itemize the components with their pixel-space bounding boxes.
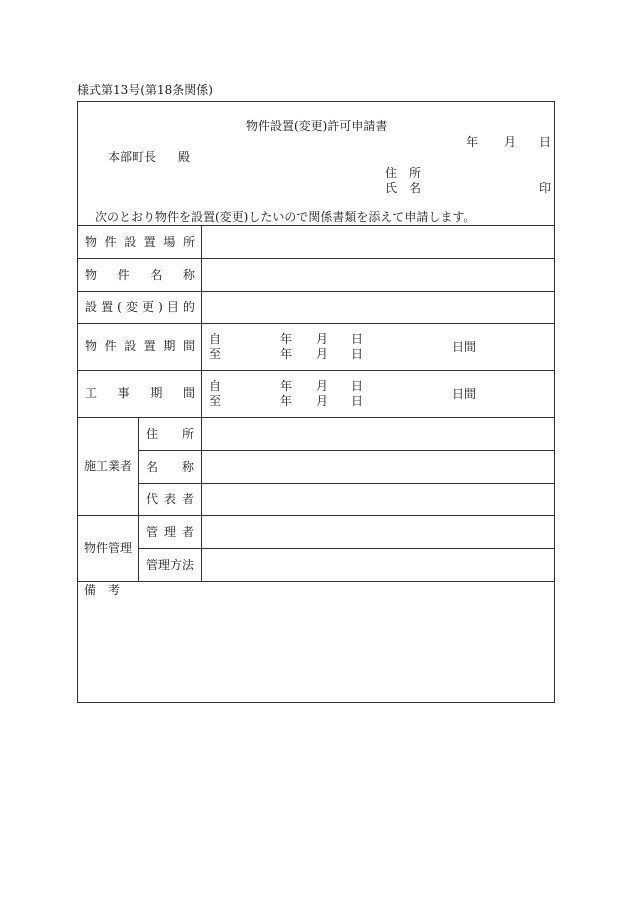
remarks-label: 備 考 <box>84 583 120 597</box>
form-title: 物件設置(変更)許可申請書 <box>246 119 388 133</box>
intro-text: 次のとおり物件を設置(変更)したいので関係書類を添えて申請します。 <box>95 210 476 224</box>
applicant-address-label: 住 所 <box>385 166 422 180</box>
applicant-name-label: 氏 名 <box>385 181 422 195</box>
works-days: 日間 <box>452 387 477 401</box>
row-label-period: 物 件 設 置 期 間 <box>85 339 195 353</box>
works-from-month: 月 <box>316 379 329 393</box>
period-to-month: 月 <box>316 347 329 361</box>
date-day: 日 <box>539 135 552 149</box>
works-from: 自 <box>209 379 222 393</box>
row-label-location: 物 件 設 置 場 所 <box>85 235 195 249</box>
period-to-year: 年 <box>280 347 293 361</box>
management-method-label: 管理方法 <box>146 558 195 572</box>
contractor-representative-label: 代 表 者 <box>146 492 194 506</box>
management-manager-label: 管 理 者 <box>146 525 194 539</box>
works-from-year: 年 <box>280 379 293 393</box>
honorific: 殿 <box>178 150 191 164</box>
management-label: 物件管理 <box>84 541 133 555</box>
period-to-day: 日 <box>351 347 364 361</box>
contractor-name-label: 名 称 <box>146 460 194 474</box>
addressee: 本部町長 <box>108 150 157 164</box>
works-to-month: 月 <box>316 394 329 408</box>
form-number: 様式第13号(第18条関係) <box>77 83 213 97</box>
period-to: 至 <box>209 347 222 361</box>
application-form <box>77 101 555 703</box>
works-to-year: 年 <box>280 394 293 408</box>
seal-mark: 印 <box>539 181 552 195</box>
period-from-month: 月 <box>316 332 329 346</box>
date-month: 月 <box>504 135 517 149</box>
period-days: 日間 <box>452 340 477 354</box>
works-from-day: 日 <box>351 379 364 393</box>
row-label-works: 工 事 期 間 <box>85 386 195 400</box>
row-label-purpose: 設 置 ( 変 更 ) 目 的 <box>85 300 195 314</box>
period-from-day: 日 <box>351 332 364 346</box>
period-from-year: 年 <box>280 332 293 346</box>
contractor-address-label: 住 所 <box>146 427 194 441</box>
contractor-label: 施工業者 <box>84 459 133 473</box>
date-year: 年 <box>466 135 479 149</box>
works-to-day: 日 <box>351 394 364 408</box>
row-label-name: 物 件 名 称 <box>85 268 195 282</box>
works-to: 至 <box>209 394 222 408</box>
period-from: 自 <box>209 332 222 346</box>
